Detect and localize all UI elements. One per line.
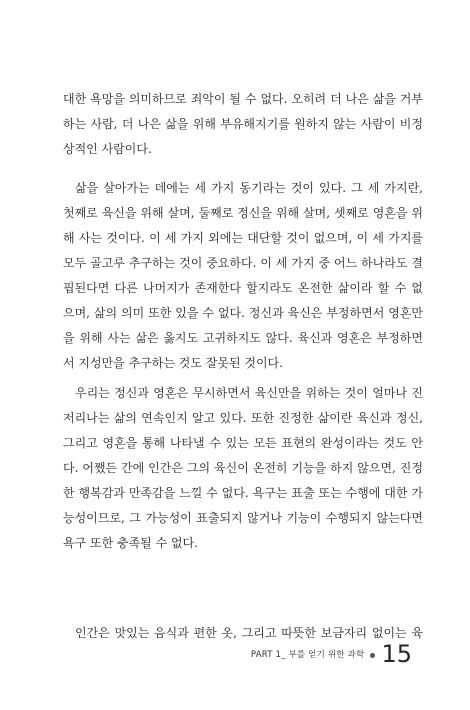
text-line: 서 지성만을 추구하는 것도 잘못된 것이다. <box>63 356 283 370</box>
text-line: 첫째로 육신을 위해 살며, 둘째로 정신을 위해 살며, 셋째로 영혼을 위 <box>63 206 423 220</box>
text-line: 다. 어쨌든 간에 인간은 그의 육신이 온전히 기능을 하지 않으면, 진정 <box>63 461 423 475</box>
text-line: 하는 사람, 더 나은 삶을 위해 부유해지기를 원하지 않는 사람이 비정 <box>63 117 423 131</box>
text-line: 으며, 삶의 의미 또한 있을 수 없다. 정신과 육신은 부정하면서 영혼만 <box>63 306 423 320</box>
text-line: 핍된다면 다른 나머지가 존재한다 할지라도 온전한 삶이라 할 수 없 <box>63 281 423 295</box>
page-number: 15 <box>381 640 412 668</box>
text-line: 인간은 맛있는 음식과 편한 옷, 그리고 따뜻한 보금자리 없이는 육 <box>75 626 423 640</box>
text-line: 욕구 또한 충족될 수 없다. <box>63 536 198 550</box>
bullet-dot-icon <box>370 653 375 658</box>
text-line: 해 사는 것이다. 이 세 가지 외에는 대단할 것이 없으며, 이 세 가지를 <box>63 231 423 245</box>
page-footer <box>251 642 412 666</box>
text-line: 을 위해 사는 삶은 옳지도 고귀하지도 않다. 육신과 영혼은 부정하면 <box>63 331 423 345</box>
text-line: 우리는 정신과 영혼은 무시하면서 육신만을 위하는 것이 얼마나 진 <box>75 386 423 400</box>
text-line: 상적인 사람이다. <box>63 142 152 156</box>
text-line: 삶을 살아가는 데에는 세 가지 동기라는 것이 있다. 그 세 가지란, <box>75 181 423 195</box>
paragraph-1 <box>63 87 423 162</box>
text-line: 한 행복감과 만족감을 느낄 수 없다. 욕구는 표출 또는 수행에 대한 가 <box>63 486 423 500</box>
paragraph-2 <box>63 176 423 376</box>
text-line: 모두 골고루 추구하는 것이 중요하다. 이 세 가지 중 어느 하나라도 결 <box>63 256 423 270</box>
text-line: 대한 욕망을 의미하므로 죄악이 될 수 없다. 오히려 더 나은 삶을 거부 <box>63 92 423 106</box>
paragraph-3 <box>63 381 423 556</box>
text-line: 그리고 영혼을 통해 나타낼 수 있는 모든 표현의 완성이라는 것도 안 <box>63 436 423 450</box>
text-line: 저리나는 삶의 연속인지 알고 있다. 또한 진정한 삶이란 육신과 정신, <box>63 411 423 425</box>
running-footer-label: PART 1_ 부를 얻기 위한 과학 <box>250 650 365 660</box>
text-line: 능성이므로, 그 가능성이 표출되지 않거나 기능이 수행되지 않는다면 <box>63 511 423 525</box>
